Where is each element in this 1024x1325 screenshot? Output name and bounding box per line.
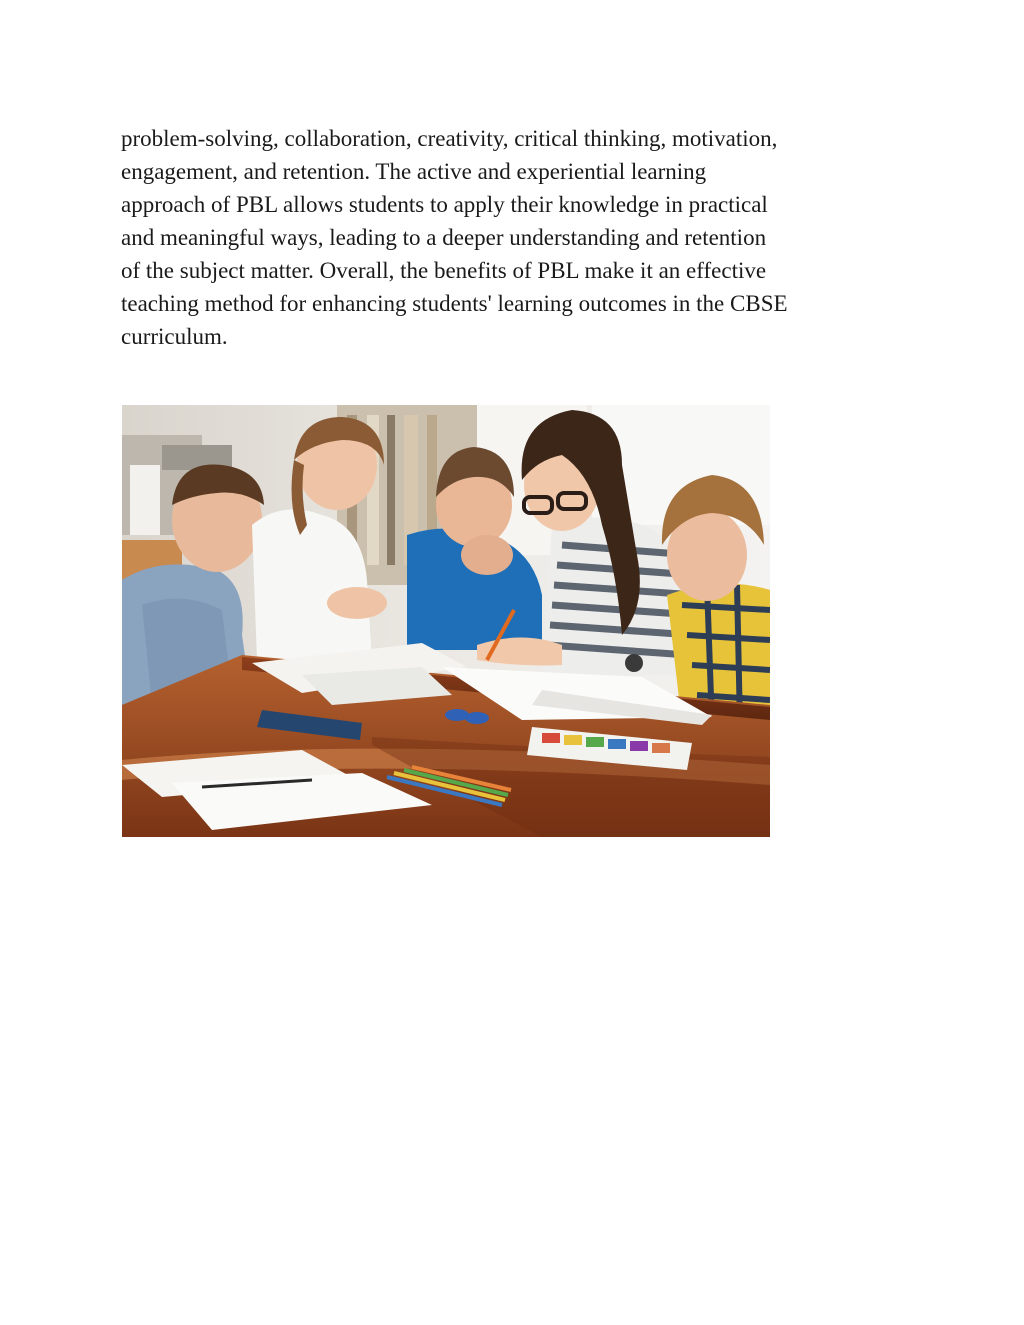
body-paragraph	[121, 122, 911, 353]
paragraph-line: approach of PBL allows students to apply their knowledge in practical	[121, 192, 768, 217]
paragraph-line: and meaningful ways, leading to a deeper understanding and retention	[121, 225, 767, 250]
paragraph-line: problem-solving, collaboration, creativity, critical thinking, motivation,	[121, 126, 778, 151]
paragraph-line: engagement, and retention. The active and experiential learning	[121, 159, 707, 184]
classroom-photo	[122, 405, 770, 837]
paragraph-line: teaching method for enhancing students' learning outcomes in the CBSE	[121, 291, 788, 316]
paragraph-line: curriculum.	[121, 324, 228, 349]
classroom-photo-illustration	[122, 405, 770, 837]
paragraph-line: of the subject matter. Overall, the benefits of PBL make it an effective	[121, 258, 767, 283]
